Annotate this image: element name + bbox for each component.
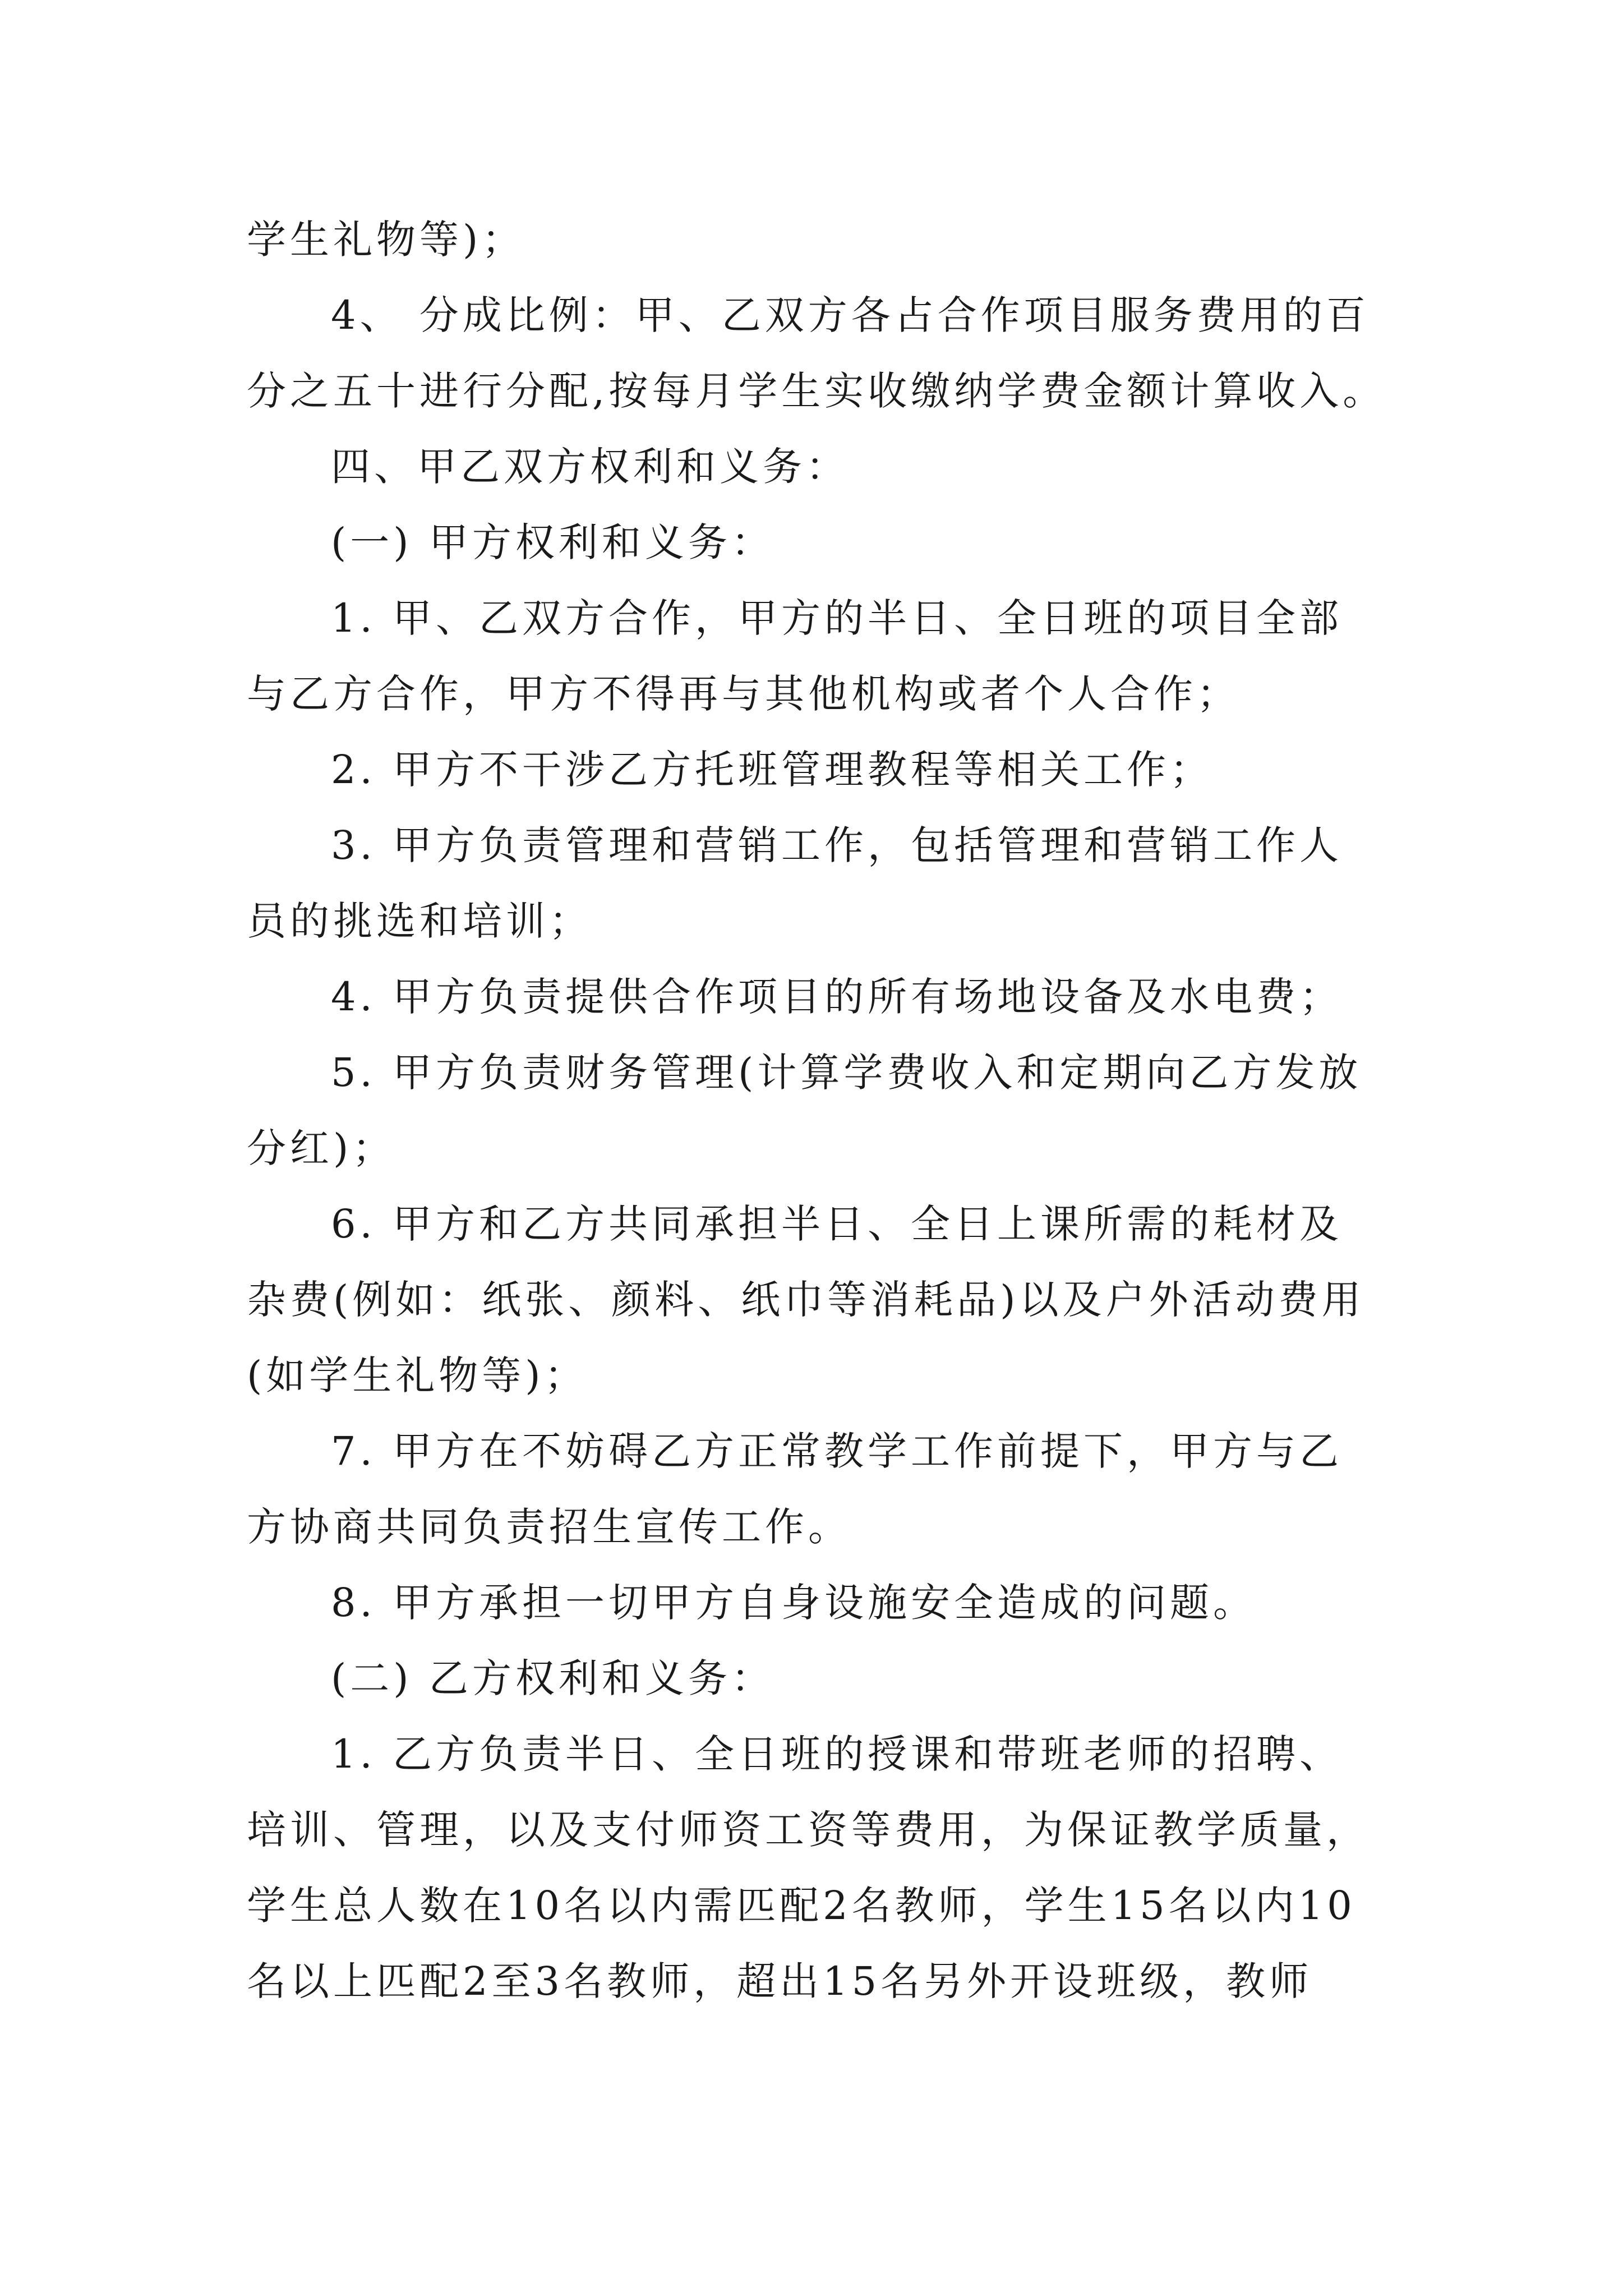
text-line: 培训、管理，以及支付师资工资等费用，为保证教学质量， [247,1807,1370,1853]
text-line: 员的挑选和培训； [247,898,592,944]
text-line: 杂费(例如：纸张、颜料、纸巾等消耗品)以及户外活动费用 [247,1277,1365,1323]
text-line: 7. 甲方在不妨碍乙方正常教学工作前提下，甲方与乙 [331,1428,1343,1474]
text-line: 分之五十进行分配,按每月学生实收缴纳学费金额计算收入。 [247,368,1386,414]
text-line: 与乙方合作，甲方不得再与其他机构或者个人合作； [247,671,1240,717]
text-line: 分红)； [247,1125,396,1171]
text-line: 4、 分成比例：甲、乙双方各占合作项目服务费用的百 [331,292,1370,338]
section-heading: 四、甲乙双方权利和义务： [331,444,849,490]
text-line: 3. 甲方负责管理和营销工作，包括管理和营销工作人 [331,822,1343,868]
text-line: 方协商共同负责招生宣传工作。 [247,1504,851,1550]
text-line: 6. 甲方和乙方共同承担半日、全日上课所需的耗材及 [331,1201,1343,1247]
text-line: 8. 甲方承担一切甲方自身设施安全造成的问题。 [331,1580,1257,1626]
text-line: (如学生礼物等)； [247,1352,588,1398]
text-line: 学生总人数在10名以内需匹配2名教师，学生15名以内10 [247,1883,1356,1929]
subsection-heading: (二) 乙方权利和义务： [331,1655,774,1701]
subsection-heading: (一) 甲方权利和义务： [331,519,774,565]
text-line: 名以上匹配2至3名教师，超出15名另外开设班级，教师 [247,1958,1313,2004]
text-line: 5. 甲方负责财务管理(计算学费收入和定期向乙方发放 [331,1050,1362,1096]
text-line: 1. 乙方负责半日、全日班的授课和带班老师的招聘、 [331,1731,1343,1777]
text-line: 4. 甲方负责提供合作项目的所有场地设备及水电费； [331,974,1343,1020]
text-line: 学生礼物等)； [247,217,525,263]
text-line: 1. 甲、乙双方合作，甲方的半日、全日班的项目全部 [331,595,1343,641]
text-line: 2. 甲方不干涉乙方托班管理教程等相关工作； [331,747,1214,793]
